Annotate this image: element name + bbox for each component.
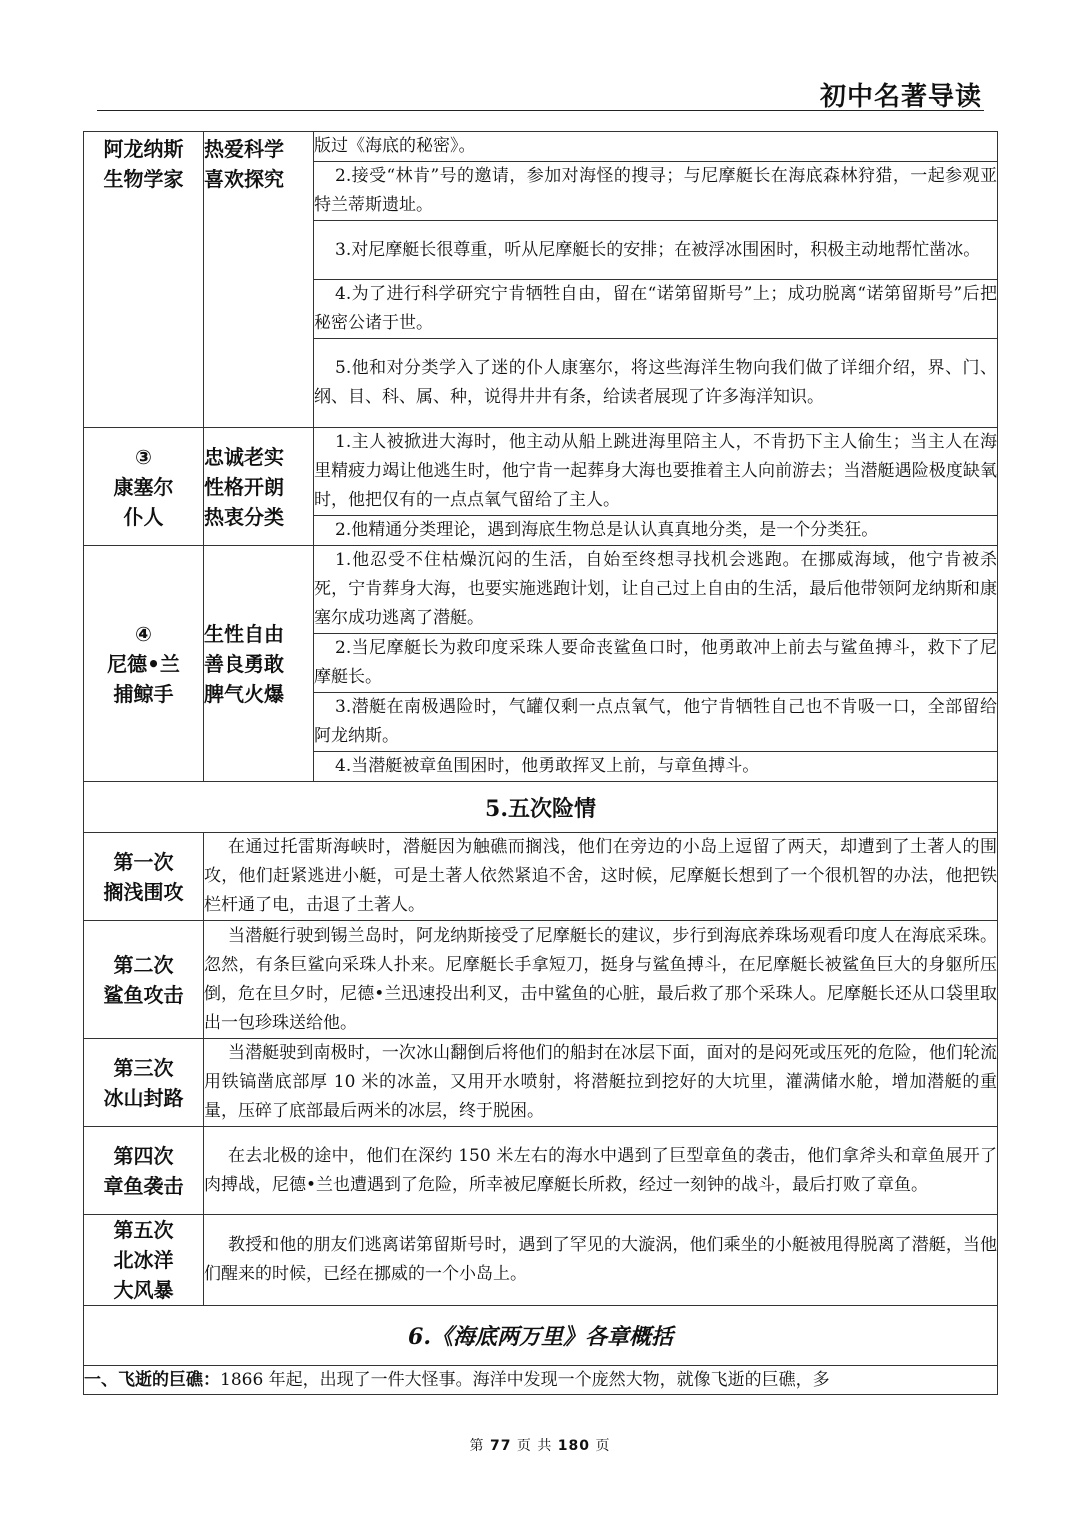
event-label-line: 第二次 (113, 952, 174, 977)
chapter-label: 一、飞逝的巨礁： (84, 1370, 220, 1390)
character-name-line: 康塞尔 (113, 474, 174, 499)
page-footer (0, 1435, 1080, 1455)
character-traits-ned-land (204, 546, 314, 782)
event-label (84, 1127, 204, 1215)
character-item: 2.接受“林肯”号的邀请，参加对海怪的搜寻；与尼摩艇长在海底森林狩猎，一起参观亚特兰蒂斯遗址。 (314, 162, 998, 221)
character-name-conseil (84, 428, 204, 546)
trait-line: 性格开朗 (204, 474, 284, 499)
section-heading: 5.五次险情 (84, 782, 998, 833)
event-label-line: 北冰洋 (113, 1248, 174, 1272)
character-name-line: 仆人 (123, 504, 164, 529)
character-name-line: 阿龙纳斯 (103, 137, 184, 161)
event-text: 在通过托雷斯海峡时，潜艇因为触礁而搁浅，他们在旁边的小岛上逗留了两天，却遭到了土著人的围攻，他们赶紧逃进小艇，可是土著人依然紧追不舍，这时候，尼摩艇长想到了一个很机智的办法，他把铁栏杆通了电，击退了土著人。 (204, 833, 998, 921)
character-item: 3.对尼摩艇长很尊重，听从尼摩艇长的安排；在被浮冰围困时，积极主动地帮忙凿冰。 (314, 221, 998, 280)
section-heading: 6.《海底两万里》各章概括 (84, 1306, 998, 1366)
character-item: 2.当尼摩艇长为救印度采珠人要命丧鲨鱼口时，他勇敢冲上前去与鲨鱼搏斗，救下了尼摩艇长。 (314, 634, 998, 693)
event-label-line: 章鱼袭击 (103, 1173, 184, 1198)
chapter-summary (84, 1366, 998, 1395)
event-label-line: 第四次 (113, 1143, 174, 1168)
event-text: 在去北极的途中，他们在深约 150 米左右的海水中遇到了巨型章鱼的袭击，他们拿斧头和章鱼展开了肉搏战，尼德•兰也遭遇到了危险，所幸被尼摩艇长所救，经过一刻钟的战斗，最后打败了章鱼。 (204, 1127, 998, 1215)
footer-mid: 页 共 (516, 1438, 553, 1454)
character-name-line: 捕鲸手 (113, 681, 174, 706)
character-item: 4.当潜艇被章鱼围困时，他勇敢挥叉上前，与章鱼搏斗。 (314, 752, 998, 782)
character-traits-aronnax (204, 132, 314, 428)
character-item: 3.潜艇在南极遇险时，气罐仅剩一点点氧气，他宁肯牺牲自己也不肯吸一口，全部留给阿龙纳斯。 (314, 693, 998, 752)
trait-line: 脾气火爆 (204, 681, 284, 706)
character-name-line: 尼德•兰 (107, 651, 180, 676)
header-title: 初中名著导读 (819, 82, 982, 112)
chapter-text: 1866 年起，出现了一件大怪事。海洋中发现一个庞然大物，就像飞逝的巨礁，多 (220, 1370, 830, 1390)
event-label (84, 833, 204, 921)
trait-line: 生性自由 (204, 621, 284, 646)
event-label (84, 921, 204, 1039)
event-text: 当潜艇驶到南极时，一次冰山翻倒后将他们的船封在冰层下面，面对的是闷死或压死的危险，他们轮流用铁镐凿底部厚 10 米的冰盖，又用开水喷射，将潜艇拉到挖好的大坑里，灌满储水舱，增加潜艇的重量，压碎了底部最后两米的冰层，终于脱困。 (204, 1039, 998, 1127)
event-label-line: 大风暴 (113, 1278, 174, 1302)
character-item: 1.主人被掀进大海时，他主动从船上跳进海里陪主人，不肯扔下主人偷生；当主人在海里精疲力竭让他逃生时，他宁肯一起葬身大海也要推着主人向前游去；当潜艇遇险极度缺氧时，他把仅有的一点点氧气留给了主人。 (314, 428, 998, 516)
event-label-line: 鲨鱼攻击 (103, 982, 184, 1007)
page-number: 77 (489, 1438, 512, 1454)
trait-line: 热衷分类 (204, 504, 284, 529)
event-label (84, 1215, 204, 1306)
character-number: ④ (135, 621, 152, 646)
footer-prefix: 第 (469, 1438, 485, 1454)
character-number: ③ (135, 444, 152, 469)
event-label-line: 冰山封路 (103, 1085, 184, 1110)
event-label-line: 第五次 (113, 1218, 174, 1242)
event-label (84, 1039, 204, 1127)
event-text: 教授和他的朋友们逃离诺第留斯号时，遇到了罕见的大漩涡，他们乘坐的小艇被甩得脱离了潜艇，当他们醒来的时候，已经在挪威的一个小岛上。 (204, 1215, 998, 1306)
character-item: 版过《海底的秘密》。 (314, 132, 998, 162)
event-label-line: 搁浅围攻 (103, 879, 184, 904)
event-label-line: 第一次 (113, 849, 174, 874)
event-label-line: 第三次 (113, 1055, 174, 1080)
event-text: 当潜艇行驶到锡兰岛时，阿龙纳斯接受了尼摩艇长的建议，步行到海底养珠场观看印度人在海底采珠。忽然，有条巨鲨向采珠人扑来。尼摩艇长手拿短刀，挺身与鲨鱼搏斗，在尼摩艇长被鲨鱼巨大的身躯所压倒，危在旦夕时，尼德•兰迅速投出利叉，击中鲨鱼的心脏，最后救了那个采珠人。尼摩艇长还从口袋里取出一包珍珠送给他。 (204, 921, 998, 1039)
character-item: 5.他和对分类学入了迷的仆人康塞尔，将这些海洋生物向我们做了详细介绍，界、门、纲、目、科、属、种，说得井井有条，给读者展现了许多海洋知识。 (314, 339, 998, 428)
trait-line: 忠诚老实 (204, 444, 284, 469)
content-table (83, 131, 998, 1395)
header-rule (97, 110, 984, 111)
character-name-ned-land (84, 546, 204, 782)
total-pages: 180 (557, 1438, 591, 1454)
character-item: 2.他精通分类理论，遇到海底生物总是认认真真地分类，是一个分类狂。 (314, 516, 998, 546)
trait-line: 喜欢探究 (204, 167, 284, 191)
trait-line: 善良勇敢 (204, 651, 284, 676)
trait-line: 热爱科学 (204, 137, 284, 161)
character-traits-conseil (204, 428, 314, 546)
character-name-aronnax (84, 132, 204, 428)
character-name-line: 生物学家 (103, 167, 184, 191)
footer-suffix: 页 (595, 1438, 611, 1454)
character-item: 1.他忍受不住枯燥沉闷的生活，自始至终想寻找机会逃跑。在挪威海域，他宁肯被杀死，宁肯葬身大海，也要实施逃跑计划，让自己过上自由的生活，最后他带领阿龙纳斯和康塞尔成功逃离了潜艇。 (314, 546, 998, 634)
character-item: 4.为了进行科学研究宁肯牺牲自由，留在“诺第留斯号”上；成功脱离“诺第留斯号”后把秘密公诸于世。 (314, 280, 998, 339)
